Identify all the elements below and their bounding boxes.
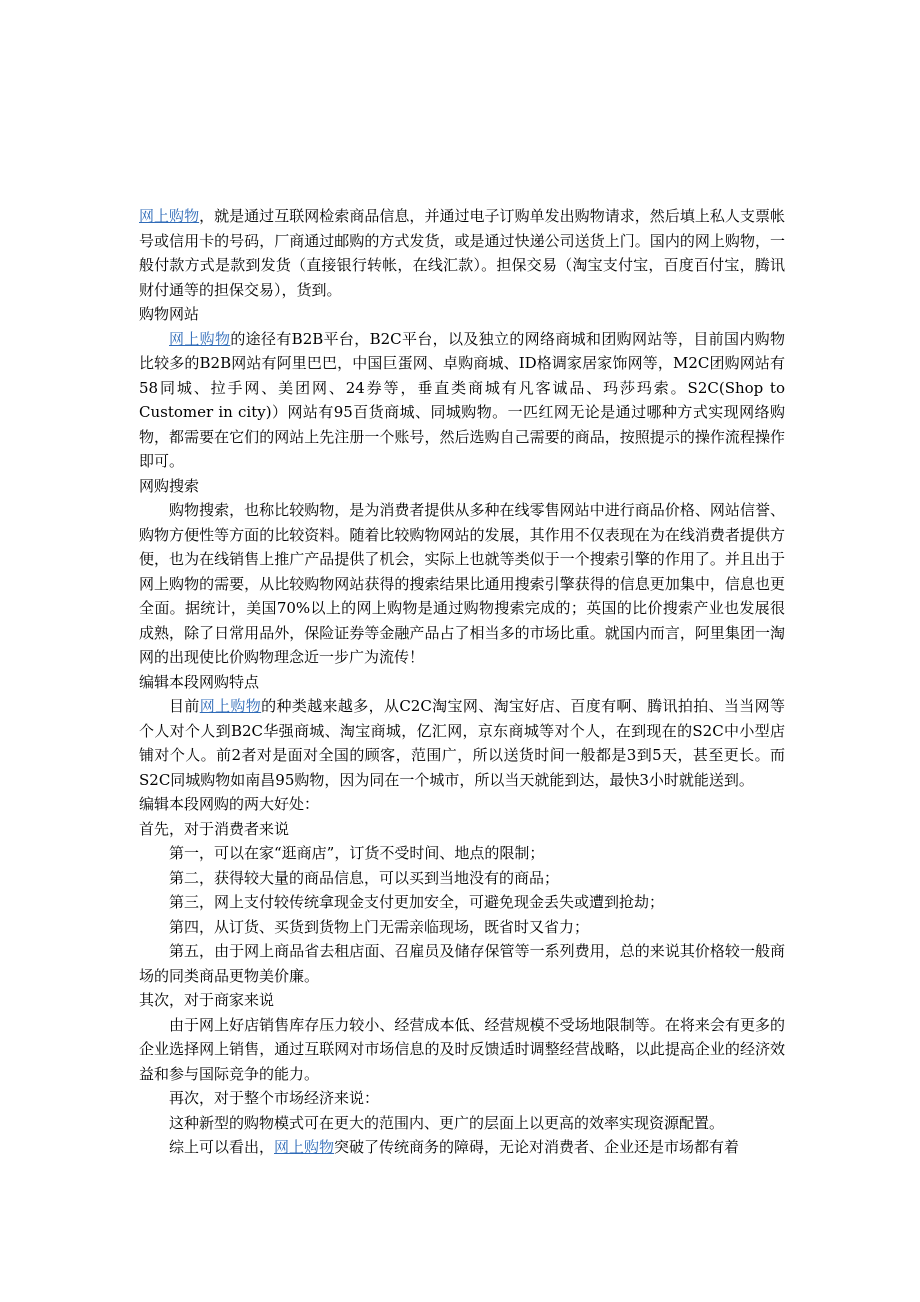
consumer-point-4: 第四，从订货、买货到货物上门无需亲临现场，既省时又省力； [169,917,590,936]
subheading-merchant: 其次，对于商家来说 [139,991,275,1009]
document-body [139,204,785,1160]
summary-prefix: 综上可以看出， [169,1138,275,1156]
subheading-consumer: 首先，对于消费者来说 [139,819,290,838]
online-shopping-link[interactable]: 网上购物 [199,697,262,715]
online-shopping-link[interactable]: 网上购物 [274,1138,335,1156]
summary-text: 突破了传统商务的障碍，无论对消费者、企业还是市场都有着 [334,1138,740,1156]
features-prefix: 目前 [169,697,200,715]
online-shopping-link[interactable]: 网上购物 [139,207,200,225]
sites-paragraph [139,327,785,474]
consumer-point-2: 第二，获得较大量的商品信息，可以买到当地没有的商品； [169,868,560,887]
merchant-paragraph: 由于网上好店销售库存压力较小、经营成本低、经营规模不受场地限制等。在将来会有更多的企业选择网上销售，通过互联网对市场信息的及时反馈适时调整经营战略，以此提高企业的经济效益和参与国际竞争的能力。 [139,1015,785,1083]
consumer-point-3: 第三，网上支付较传统拿现金支付更加安全，可避免现金丢失或遭到抢劫； [169,893,665,911]
summary-paragraph [139,1135,785,1160]
section-heading-features: 编辑本段网购特点 [139,672,260,691]
consumer-point-1: 第一，可以在家“逛商店”，订货不受时间、地点的限制； [169,844,545,862]
consumer-point-5: 第五，由于网上商品省去租店面、召雇员及储存保管等一系列费用，总的来说其价格较一般商场的同类商品更物美价廉。 [139,942,785,985]
section-heading-sites: 购物网站 [139,305,200,323]
section-heading-search: 网购搜索 [139,476,200,495]
online-shopping-link[interactable]: 网上购物 [169,329,231,348]
intro-text: ，就是通过互联网检索商品信息，并通过电子订购单发出购物请求，然后填上私人支票帐号或信用卡的号码，厂商通过邮购的方式发货，或是通过快递公司送货上门。国内的网上购物，一般付款方式是款到发货（直接银行转帐，在线汇款）。担保交易（淘宝支付宝，百度百付宝，腾讯财付通等的担保交易），货到。 [139,207,785,299]
section-heading-benefits: 编辑本段网购的两大好处： [139,795,320,813]
intro-paragraph [139,204,785,302]
features-text: 的种类越来越多，从C2C淘宝网、淘宝好店、百度有啊、腾讯拍拍、当当网等个人对个人到B2C华强商城、淘宝商城，亿汇网，京东商城等对个人，在到现在的S2C中小型店铺对个人。前2者对是面对全国的顾客，范围广，所以送货时间一般都是3到5天，甚至更长。而S2C同城购物如南昌95购物，因为同在一个城市，所以当天就能到达，最快3小时就能送到。 [139,697,785,789]
subheading-market: 再次，对于整个市场经济来说： [169,1089,380,1107]
features-paragraph [139,694,785,792]
search-paragraph: 购物搜索，也称比较购物，是为消费者提供从多种在线零售网站中进行商品价格、网站信誉、购物方便性等方面的比较资料。随着比较购物网站的发展，其作用不仅表现在为在线消费者提供方便，也为在线销售上推广产品提供了机会，实际上也就等类似于一个搜索引擎的作用了。并且出于网上购物的需要，从比较购物网站获得的搜索结果比通用搜索引擎获得的信息更加集中，信息也更全面。据统计，美国70%以上的网上购物是通过购物搜索完成的；英国的比价搜索产业也发展很成熟，除了日常用品外，保险证券等金融产品占了相当多的市场比重。就国内而言，阿里集团一淘网的出现使比价购物理念近一步广为流传！ [139,501,785,666]
market-paragraph: 这种新型的购物模式可在更大的范围内、更广的层面上以更高的效率实现资源配置。 [169,1113,725,1132]
sites-text: 的途径有B2B平台，B2C平台，以及独立的网络商城和团购网站等，目前国内购物比较多的B2B网站有阿里巴巴，中国巨蛋网、卓购商城、ID格调家居家饰网等，M2C团购网站有58同城、拉手网、美团网、24券等，垂直类商城有凡客诚品、玛莎玛索。S2C(Shop to Customer in city)）网站有95百货商城、同城购物。一匹红网无论是通过哪种方式实现网络购物，都需要在它们的网站上先注册一个账号，然后选购自己需要的商品，按照提示的操作流程操作即可。 [139,329,785,470]
